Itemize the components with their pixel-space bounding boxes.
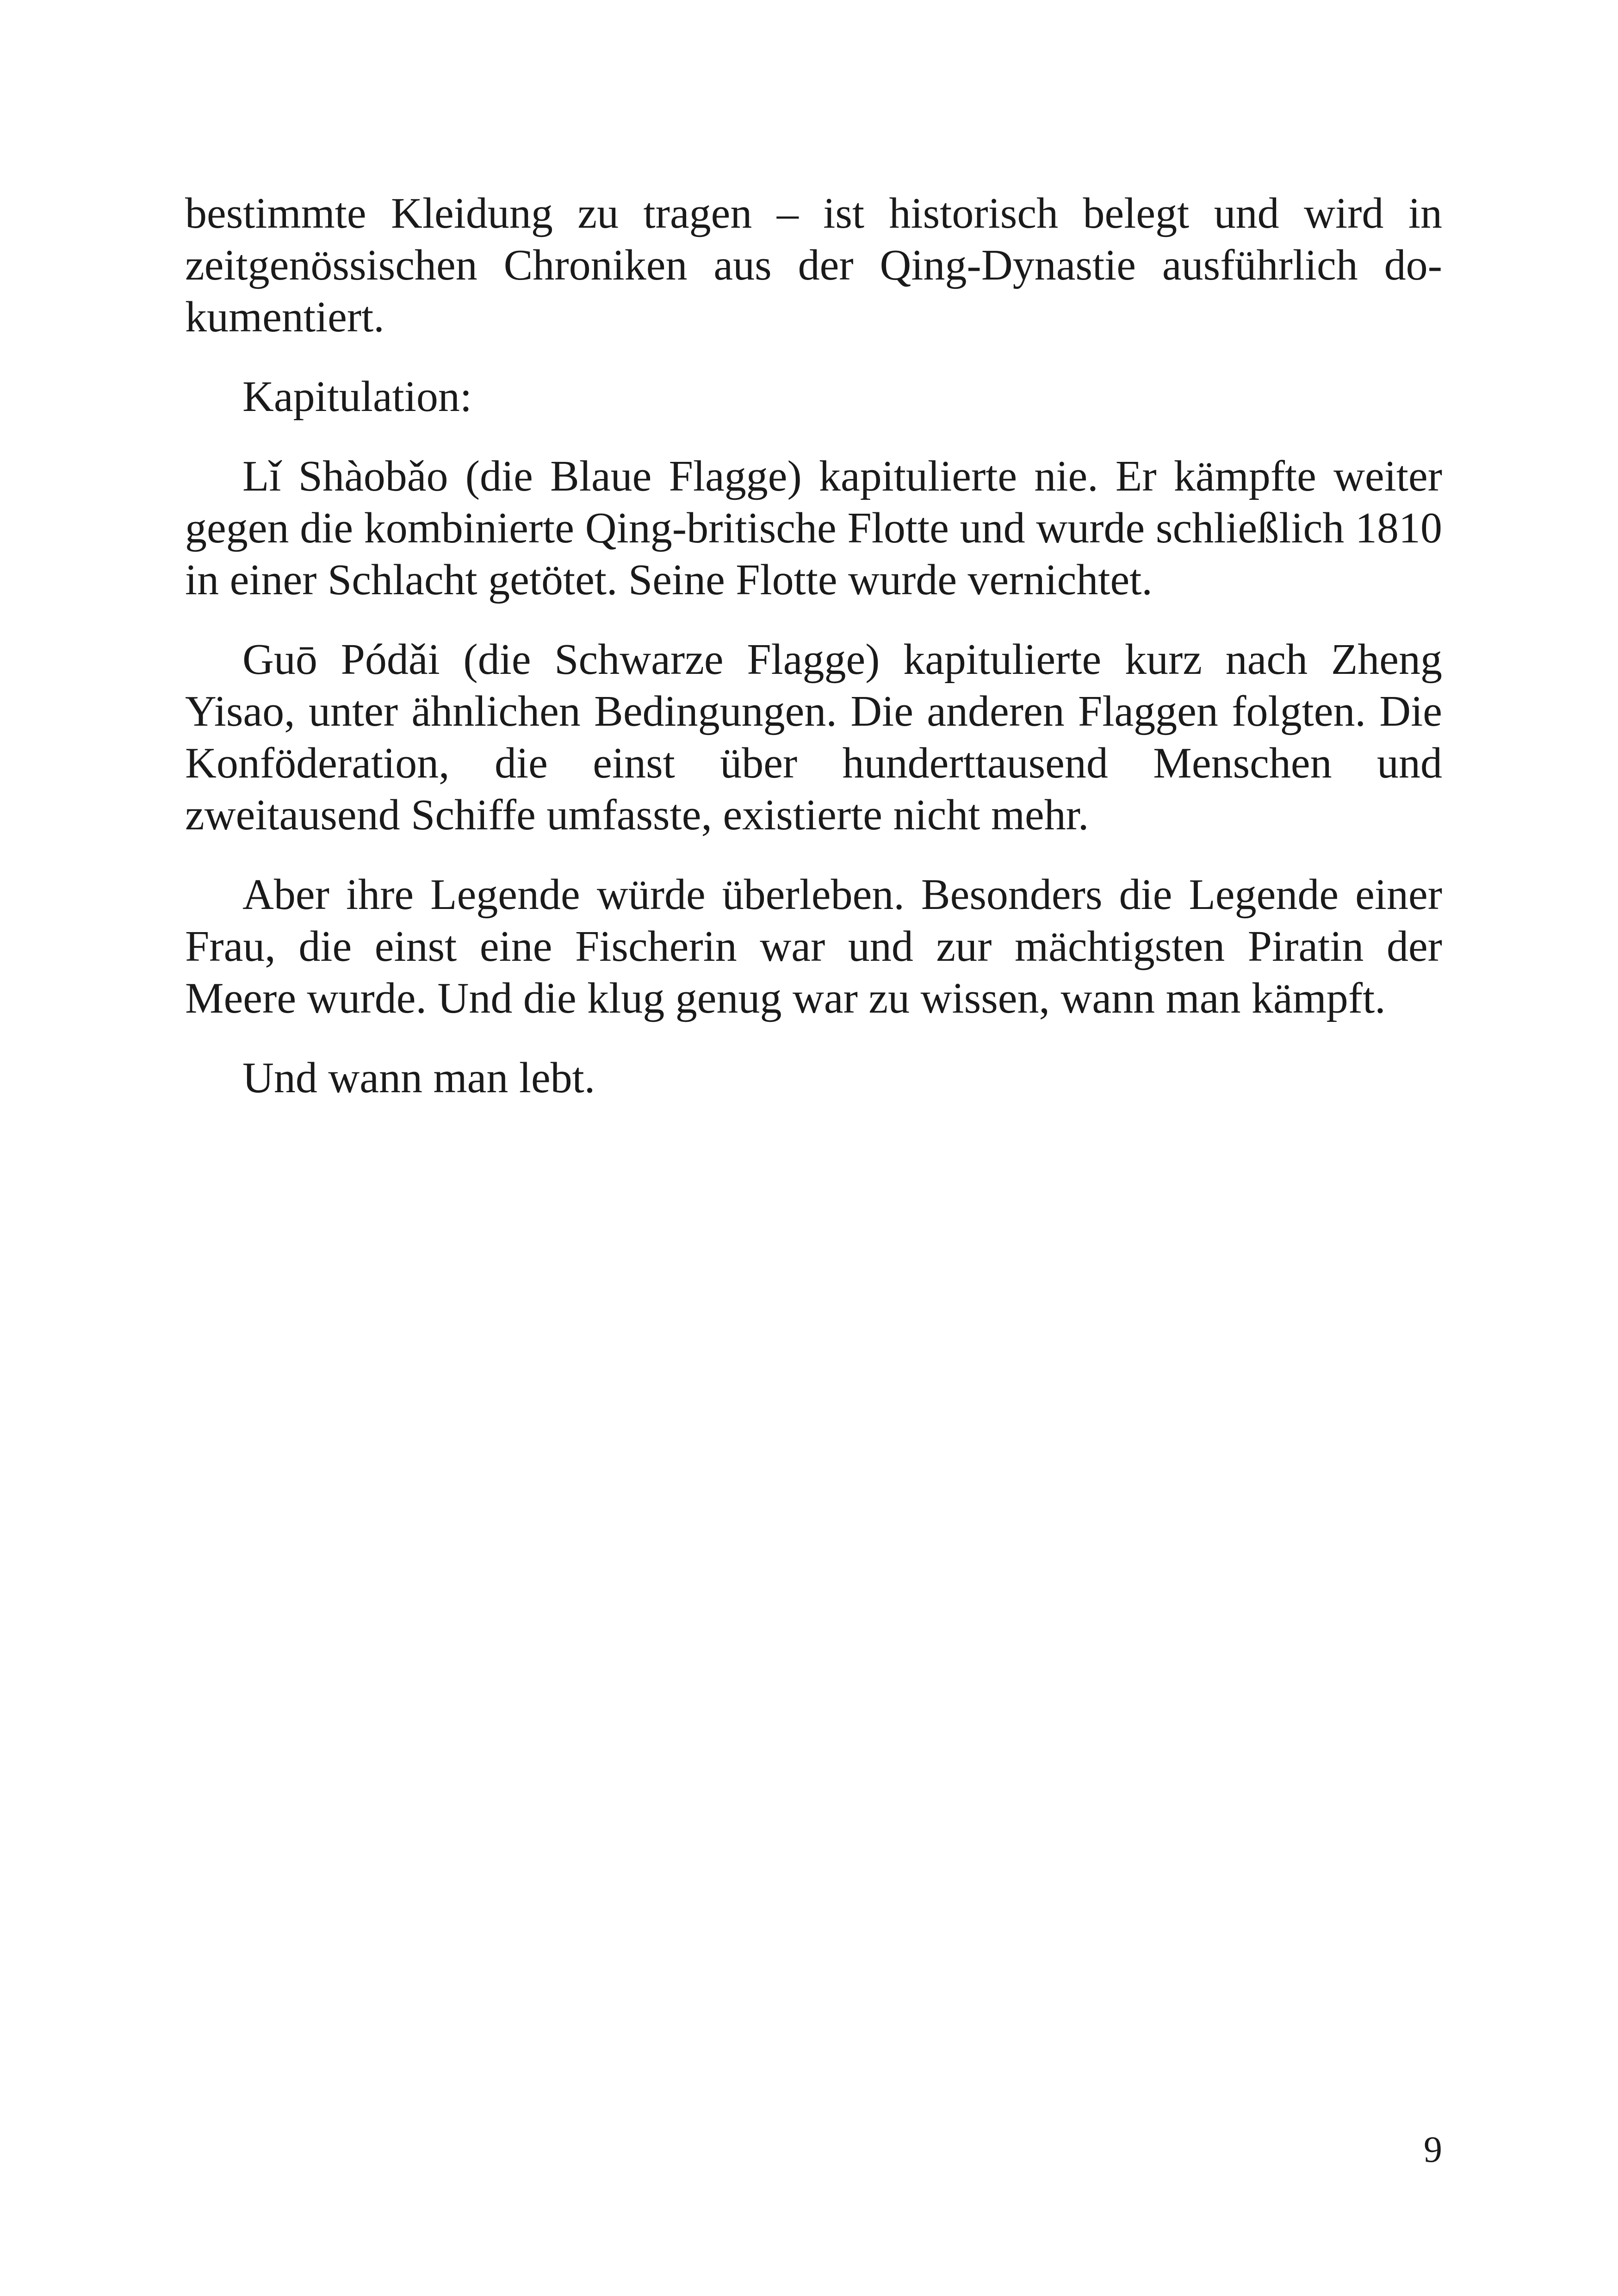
paragraph-heading-kapitulation: Kapitulation: <box>242 373 472 421</box>
paragraph-blue-flag: Lǐ Shàobǎo (die Blaue Flagge) kapitulierte nie. Er kämpfte weiter gegen die kombinierte Qing-britische Flotte und wurde schließlich 1810 in einer Schlacht getötet. Seine Flotte wurde vernichtet. <box>185 452 1442 604</box>
paragraph-legend: Aber ihre Legende würde überleben. Besonders die Legende einer Frau, die einst eine Fischerin war und zur mächtigsten Piratin der Meere wurde. Und die klug genug war zu wissen, wann man kämpft. <box>185 871 1442 1022</box>
page-number: 9 <box>1424 2129 1442 2170</box>
paragraph-continued: bestimmte Kleidung zu tragen – ist historisch belegt und wird in zeitgenössischen Chroniken aus der Qing-Dynastie ausführlich dokumentiert. <box>185 189 1442 341</box>
paragraph-closing: Und wann man lebt. <box>242 1054 595 1102</box>
paragraph-black-flag: Guō Pódǎi (die Schwarze Flagge) kapitulierte kurz nach Zheng Yisao, unter ähnlichen Bedingungen. Die anderen Flaggen folgten. Die Konföderation, die einst über hunderttausend Menschen und zweitausend Schiffe umfasste, existierte nicht mehr. <box>185 635 1442 839</box>
body-text <box>185 187 1442 1132</box>
